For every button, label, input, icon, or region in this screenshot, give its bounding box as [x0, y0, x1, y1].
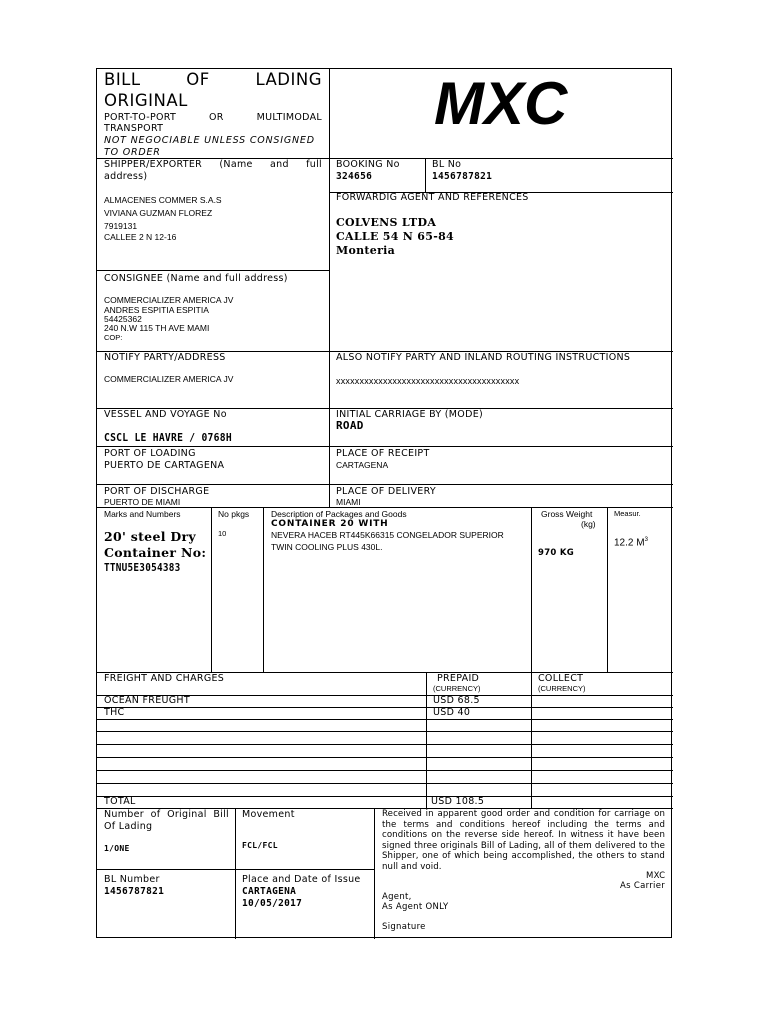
- marks-label: Marks and Numbers: [104, 509, 181, 519]
- issue-label: Place and Date of Issue: [242, 874, 361, 885]
- forwarding-agent-name: COLVENS LTDA: [336, 216, 437, 229]
- freight-row-prepaid: USD 40: [433, 707, 471, 718]
- transport-word: OR: [209, 112, 224, 123]
- freight-label: FREIGHT AND CHARGES: [104, 673, 225, 684]
- label-word: full: [306, 159, 322, 170]
- company-logo: MXC: [434, 70, 568, 137]
- shipper-name: ALMACENES COMMER S.A.S: [104, 195, 222, 205]
- divider: [329, 69, 330, 507]
- divider: [97, 869, 374, 870]
- non-negotiable-notice-line2: TO ORDER: [104, 147, 161, 158]
- originals-label: [104, 809, 229, 820]
- collect-currency: (CURRENCY): [538, 684, 586, 693]
- marks-container-label: Container No:: [104, 545, 207, 560]
- place-of-receipt-value: CARTAGENA: [336, 460, 389, 470]
- signature-label: Signature: [382, 922, 426, 932]
- divider: [97, 484, 673, 485]
- divider: [426, 672, 427, 808]
- vessel-label: VESSEL AND VOYAGE No: [104, 409, 227, 420]
- divider: [97, 270, 329, 271]
- measurement-exponent: 3: [644, 537, 648, 543]
- forwarding-agent-label: FORWARDIG AGENT AND REFERENCES: [336, 192, 529, 203]
- divider: [263, 507, 264, 672]
- port-of-discharge-value: PUERTO DE MIAMI: [104, 497, 181, 507]
- description-title: CONTAINER 20 WITH: [271, 519, 389, 529]
- agent-label: Agent,: [382, 892, 412, 902]
- carrier-name: MXC: [646, 871, 666, 881]
- description-line-2: TWIN COOLING PLUS 430L.: [271, 542, 383, 552]
- label-word: (Name: [219, 159, 253, 170]
- label-word: Bill: [213, 809, 229, 820]
- title-word: OF: [186, 70, 210, 89]
- movement-label: Movement: [242, 809, 295, 820]
- divider: [235, 808, 236, 939]
- prepaid-currency: (CURRENCY): [433, 684, 481, 693]
- transport-word: PORT-TO-PORT: [104, 112, 177, 123]
- bl-no-value: 1456787821: [432, 171, 493, 182]
- place-of-receipt-label: PLACE OF RECEIPT: [336, 448, 430, 459]
- place-of-delivery-value: MIAMI: [336, 497, 361, 507]
- movement-value: FCL/FCL: [242, 841, 278, 850]
- originals-label-line2: Of Lading: [104, 821, 153, 832]
- divider: [97, 744, 673, 745]
- divider: [607, 507, 608, 672]
- divider: [97, 796, 673, 797]
- transport-type: [104, 112, 322, 123]
- divider: [531, 507, 532, 672]
- forwarding-agent-city: Monteria: [336, 244, 396, 257]
- label-word: SHIPPER/EXPORTER: [104, 159, 203, 170]
- marks-container-number: TTNU5E3054383: [104, 561, 181, 574]
- shipper-label-line2: address): [104, 171, 148, 182]
- non-negotiable-notice: NOT NEGOCIABLE UNLESS CONSIGNED: [104, 135, 315, 146]
- port-of-loading-value: PUERTO DE CARTAGENA: [104, 460, 225, 471]
- label-word: Number: [104, 809, 144, 820]
- divider: [97, 757, 673, 758]
- total-value: USD 108.5: [431, 796, 485, 807]
- consignee-contact: ANDRES ESPITIA ESPITIA: [104, 305, 209, 315]
- total-label: TOTAL: [104, 796, 136, 807]
- description-line-1: NEVERA HACEB RT445K66315 CONGELADOR SUPERIOR: [271, 530, 504, 540]
- carrier-terms: Received in apparent good order and condition for carriage on the terms and conditions hereof including the terms and conditions on the reverse side hereof. In witness it have been signed three originals Bill of Lading, all of them delivered to the Shipper, one of which being accomplished, the others to stand null and void.: [382, 809, 665, 872]
- label-word: and: [270, 159, 289, 170]
- divider: [97, 446, 673, 447]
- initial-carriage-value: ROAD: [336, 419, 364, 432]
- issue-date: 10/05/2017: [242, 898, 303, 909]
- shipper-address: CALLEE 2 N 12-16: [104, 232, 177, 242]
- pkgs-label: No pkgs: [218, 509, 250, 519]
- freight-row-prepaid: USD 68.5: [433, 695, 480, 706]
- measurement-number: 12.2 M: [614, 537, 645, 549]
- divider: [211, 507, 212, 672]
- freight-row-name: OCEAN FREUGHT: [104, 695, 190, 706]
- consignee-name: COMMERCIALIZER AMERICA JV: [104, 295, 234, 305]
- consignee-cop: COP:: [104, 333, 123, 342]
- title-word: BILL: [104, 70, 141, 89]
- gross-weight-label: Gross Weight: [541, 509, 593, 519]
- title-word: LADING: [255, 70, 322, 89]
- freight-row-name: THC: [104, 707, 125, 718]
- booking-label: BOOKING No: [336, 159, 400, 170]
- vessel-value: CSCL LE HAVRE / 0768H: [104, 431, 232, 444]
- gross-weight-value: 970 KG: [538, 548, 575, 558]
- divider: [97, 719, 673, 720]
- shipper-contact: VIVIANA GUZMAN FLOREZ: [104, 208, 213, 218]
- label-word: of: [150, 809, 161, 820]
- port-of-loading-label: PORT OF LOADING: [104, 448, 196, 459]
- transport-word: MULTIMODAL: [256, 112, 322, 123]
- gross-weight-unit: (kg): [581, 519, 596, 529]
- consignee-label: CONSIGNEE (Name and full address): [104, 273, 288, 284]
- measurement-value: [614, 537, 648, 548]
- carrier-role: As Carrier: [620, 881, 666, 891]
- divider: [531, 672, 532, 808]
- label-word: Original: [167, 809, 207, 820]
- measurement-label: Measur.: [614, 509, 641, 518]
- notify-party-label: NOTIFY PARTY/ADDRESS: [104, 352, 226, 363]
- place-of-delivery-label: PLACE OF DELIVERY: [336, 486, 436, 497]
- divider: [425, 158, 426, 192]
- pkgs-value: 10: [218, 529, 227, 538]
- prepaid-label: PREPAID: [437, 673, 480, 684]
- bill-of-lading-document: [96, 68, 672, 938]
- also-notify-label: ALSO NOTIFY PARTY AND INLAND ROUTING INSTRUCTIONS: [336, 352, 631, 363]
- initial-carriage-label: INITIAL CARRIAGE BY (MODE): [336, 409, 484, 420]
- forwarding-agent-address: CALLE 54 N 65-84: [336, 230, 454, 243]
- booking-number: 324656: [336, 171, 373, 182]
- originals-value: 1/ONE: [104, 844, 130, 853]
- agent-only-label: As Agent ONLY: [382, 902, 449, 912]
- shipper-label: [104, 159, 322, 170]
- collect-label: COLLECT: [538, 673, 584, 684]
- bl-number-label: BL Number: [104, 874, 160, 885]
- bl-number-value: 1456787821: [104, 886, 165, 897]
- shipper-phone: 7919131: [104, 221, 138, 231]
- issue-place: CARTAGENA: [242, 886, 297, 897]
- consignee-address: 240 N.W 115 TH AVE MAMI: [104, 323, 210, 333]
- marks-container-type: 20' steel Dry: [104, 529, 196, 544]
- also-notify-value: xxxxxxxxxxxxxxxxxxxxxxxxxxxxxxxxxxxxxxx: [336, 376, 520, 386]
- consignee-phone: 54425362: [104, 314, 142, 324]
- description-label: Description of Packages and Goods: [271, 509, 407, 519]
- divider: [97, 731, 673, 732]
- divider: [97, 783, 673, 784]
- bl-no-label: BL No: [432, 159, 462, 170]
- document-title: [104, 70, 322, 89]
- divider: [374, 808, 375, 939]
- document-title-original: ORIGINAL: [104, 91, 188, 110]
- divider: [97, 707, 673, 708]
- port-of-discharge-label: PORT OF DISCHARGE: [104, 486, 210, 497]
- notify-party-value: COMMERCIALIZER AMERICA JV: [104, 374, 234, 384]
- transport-type-line2: TRANSPORT: [104, 123, 164, 134]
- divider: [97, 770, 673, 771]
- divider: [97, 507, 673, 508]
